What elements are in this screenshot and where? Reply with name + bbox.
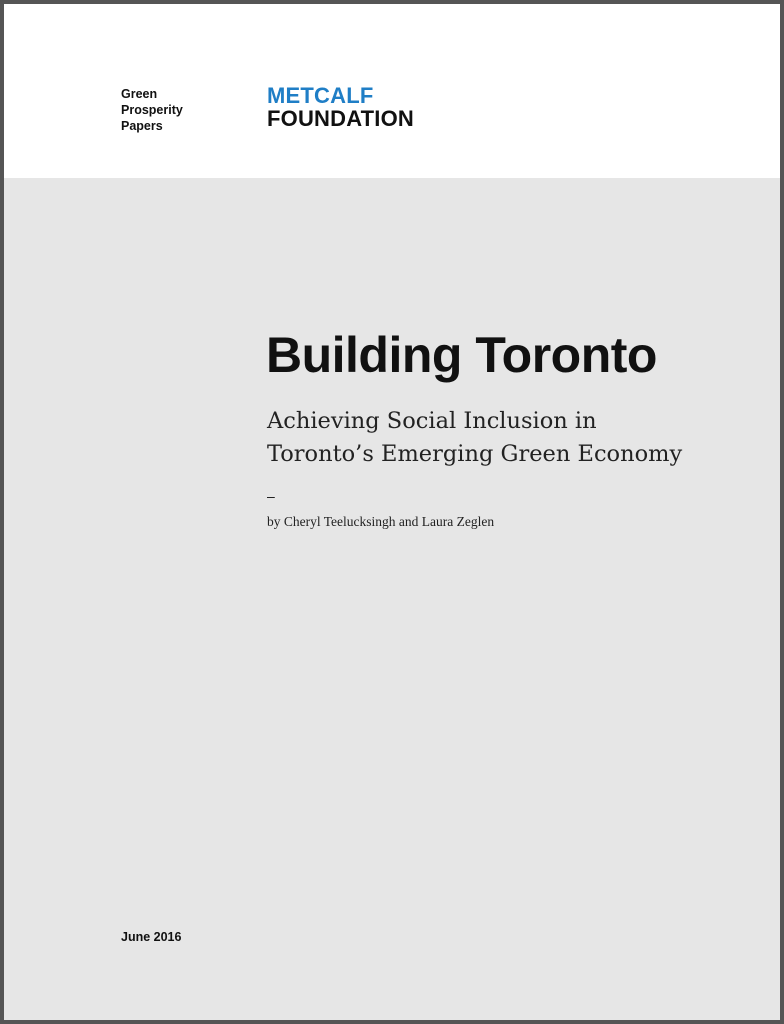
metcalf-foundation-logo bbox=[267, 84, 414, 130]
series-label-line: Green bbox=[121, 87, 158, 101]
logo-line-metcalf: METCALF bbox=[267, 83, 374, 108]
series-label bbox=[121, 86, 183, 134]
logo-line-foundation: FOUNDATION bbox=[267, 106, 415, 131]
series-label-line: Papers bbox=[121, 119, 163, 133]
separator-dash: – bbox=[267, 488, 275, 504]
report-title: Building Toronto bbox=[266, 327, 657, 383]
series-label-line: Prosperity bbox=[121, 103, 183, 117]
subtitle-line: Achieving Social Inclusion in bbox=[267, 408, 597, 434]
publication-date: June 2016 bbox=[121, 930, 182, 944]
subtitle-line: Toronto’s Emerging Green Economy bbox=[267, 441, 683, 467]
author-byline: by Cheryl Teelucksingh and Laura Zeglen bbox=[267, 514, 495, 529]
report-subtitle bbox=[267, 405, 747, 471]
cover-header bbox=[4, 4, 780, 178]
